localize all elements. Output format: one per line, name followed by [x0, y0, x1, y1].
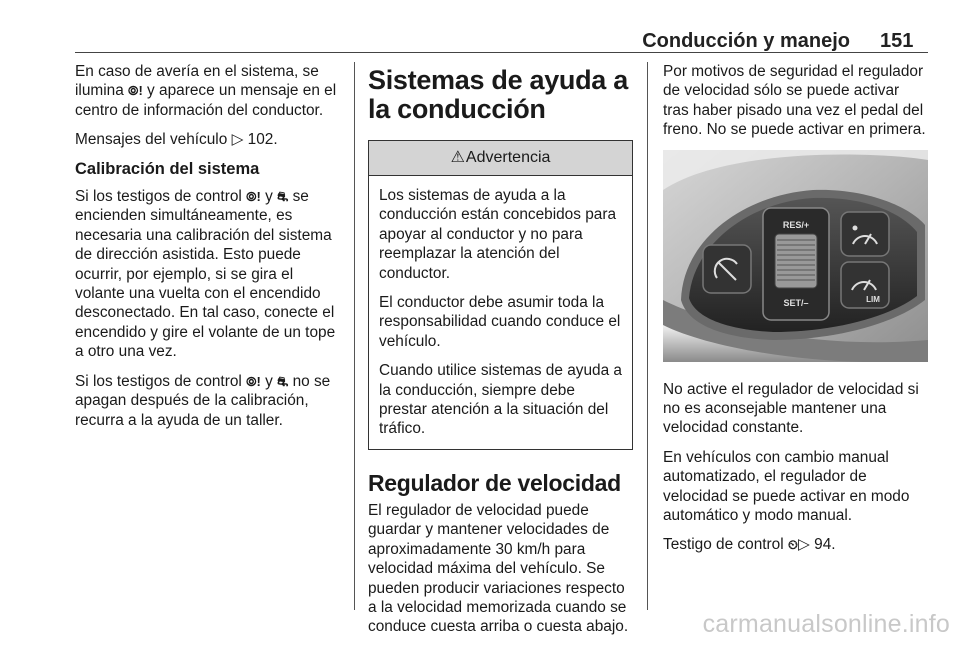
column-3 [663, 62, 928, 565]
lim-label: LIM [866, 294, 880, 304]
power-steering-warning-icon: ⦾! [128, 83, 143, 99]
section-title-driver-assistance: Sistemas de ayuda a la conducción [368, 65, 628, 124]
vehicle-messages-reference: Mensajes del vehículo ▷ 102. [75, 131, 278, 149]
warning-triangle-icon: ⚠ [450, 149, 465, 167]
column-1 [75, 62, 345, 440]
traction-control-icon: ⛐ [277, 373, 289, 389]
header-rule [75, 52, 928, 53]
cruise-control-indicator-icon: ⏲ [787, 537, 799, 553]
warning-paragraph: Cuando utilice sistemas de ayuda a la conducción, siempre debe prestar atención a la situación del tráfico. [379, 362, 622, 438]
column-divider-right [647, 62, 648, 610]
calibration-heading: Calibración del sistema [75, 159, 260, 178]
workshop-paragraph: Si los testigos de control ⦾! y ⛐ no se apagan después de la calibración, recurra a la ayuda de un taller. [75, 372, 331, 429]
warning-paragraph: El conductor debe asumir toda la responsabilidad cuando conduce el vehículo. [379, 294, 621, 350]
page-number: 151 [880, 30, 914, 52]
warning-paragraph: Los sistemas de ayuda a la conducción están concebidos para apoyar al conductor y no para reemplazar la atención del conductor. [379, 187, 617, 282]
calibration-paragraph: Si los testigos de control ⦾! y ⛐ se encienden simultáneamente, es necesaria una calibración del sistema de dirección asistida. Esto puede ocurrir, por ejemplo, si se gira el volante una vuelta con el encendido desconectado. En tal caso, conecte el encendido y gire el volante de un tope a otro una vez. [75, 188, 336, 361]
steering-wheel-controls-photo [663, 150, 928, 362]
watermark: carmanualsonline.info [702, 610, 950, 638]
page-reference-icon: ▷ [798, 536, 810, 554]
warning-title: Advertencia [465, 149, 551, 167]
control-indicator-reference: Testigo de control ⏲▷ 94. [663, 536, 836, 554]
warning-box [368, 140, 633, 450]
power-steering-warning-icon: ⦾! [246, 373, 261, 389]
constant-speed-paragraph: No active el regulador de velocidad si no es aconsejable mantener una velocidad constante. [663, 380, 919, 437]
warning-header [369, 141, 632, 176]
column-2 [368, 62, 633, 647]
malfunction-paragraph: En caso de avería en el sistema, se ilumina ⦾! y aparece un mensaje en el centro de información del conductor. [75, 63, 337, 119]
running-header-title: Conducción y manejo [642, 30, 850, 52]
page-reference-icon: ▷ [231, 131, 244, 149]
res-plus-label: RES/+ [782, 219, 810, 230]
traction-control-icon: ⛐ [277, 189, 289, 205]
warning-body [369, 176, 632, 449]
activation-paragraph: Por motivos de seguridad el regulador de velocidad sólo se puede activar tras haber pisado una vez el pedal del freno. No se puede activar en primera. [663, 63, 926, 139]
column-divider-left [354, 62, 355, 610]
section-title-cruise-control: Regulador de velocidad [368, 469, 621, 496]
power-steering-warning-icon: ⦾! [246, 189, 261, 205]
cruise-control-paragraph: El regulador de velocidad puede guardar y mantener velocidades de aproximadamente 30 km/h para velocidad máxima del vehículo. Se pueden producir variaciones respecto a la velocidad memorizada cuando se conduce cuesta arriba o cuesta abajo. [368, 501, 629, 636]
set-minus-label: SET/– [783, 297, 809, 308]
automated-gearbox-paragraph: En vehículos con cambio manual automatizado, el regulador de velocidad se puede activar en modo automático y modo manual. [663, 448, 910, 525]
